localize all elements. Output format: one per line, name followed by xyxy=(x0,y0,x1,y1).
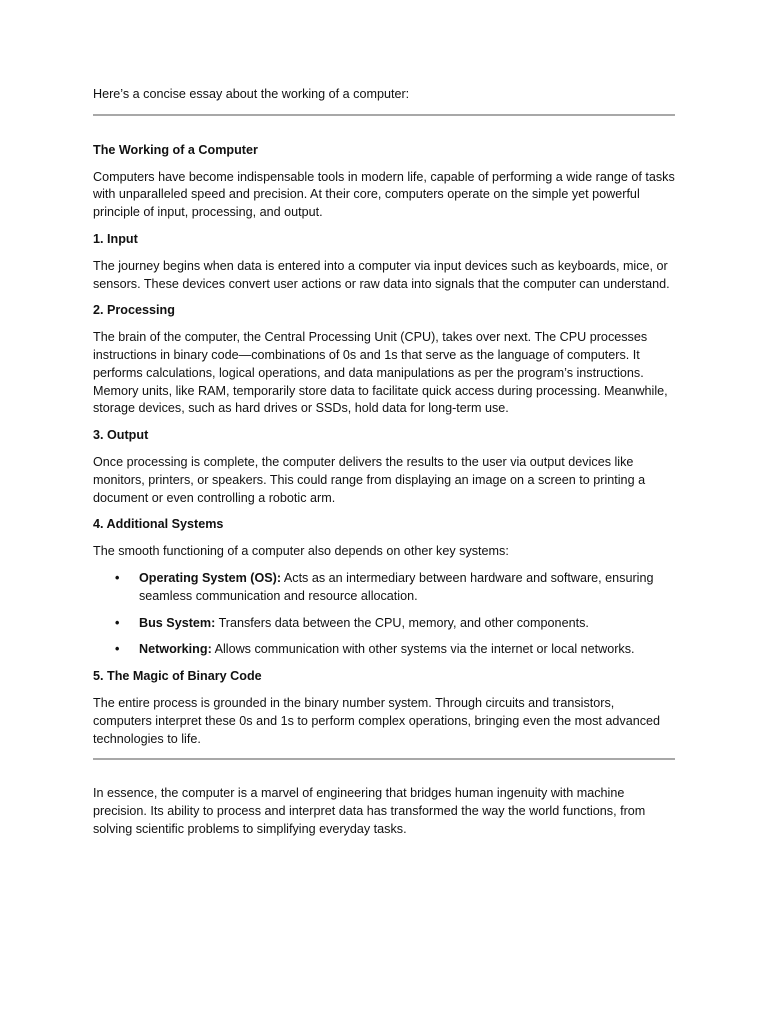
list-item-term: Networking: xyxy=(139,642,212,657)
bottom-divider xyxy=(93,758,675,760)
section-heading-processing: 2. Processing xyxy=(93,303,175,318)
section-body-processing: The brain of the computer, the Central Processing Unit (CPU), takes over next. The CPU processes instructions in binary code—combinations of 0s and 1s that serve as the language of computers. It performs calculations, logical operations, and data manipulations as per the program’s instructions. Memory units, like RAM, temporarily store data to facilitate quick access during processing. Meanwhile, storage devices, such as hard drives or SSDs, hold data for long-term use. xyxy=(93,330,668,416)
section-heading-output: 3. Output xyxy=(93,428,149,443)
top-divider xyxy=(93,114,675,116)
systems-list xyxy=(93,570,675,659)
document-page xyxy=(93,86,675,839)
list-item-networking xyxy=(93,641,675,659)
conclusion-paragraph: In essence, the computer is a marvel of engineering that bridges human ingenuity with machine precision. Its ability to process and interpret data has transformed the way the world functions, from solving scientific problems to simplifying everyday tasks. xyxy=(93,786,646,836)
section-body-additional-systems: The smooth functioning of a computer also depends on other key systems: xyxy=(93,544,509,559)
list-item-term: Operating System (OS): xyxy=(139,570,282,585)
section-body-binary-code: The entire process is grounded in the binary number system. Through circuits and transistors, computers interpret these 0s and 1s to perform complex operations, bringing even the most advanced technologies to life. xyxy=(93,695,661,746)
bullet-icon: • xyxy=(115,615,120,630)
intro-text: Here’s a concise essay about the working of a computer: xyxy=(93,87,410,101)
list-item-text: Acts as an intermediary between hardware and software, ensuring seamless communication and resource allocation. xyxy=(139,570,654,603)
section-heading-additional-systems: 4. Additional Systems xyxy=(93,517,224,532)
essay-title: The Working of a Computer xyxy=(93,142,258,157)
section-heading-input: 1. Input xyxy=(93,231,138,246)
section-heading-binary-code: 5. The Magic of Binary Code xyxy=(93,669,262,684)
list-item-bus-system xyxy=(93,615,675,633)
list-item-term: Bus System: xyxy=(139,615,216,630)
list-item-text: Allows communication with other systems via the internet or local networks. xyxy=(211,642,635,657)
list-item-text: Transfers data between the CPU, memory, and other components. xyxy=(215,615,589,630)
opening-paragraph: Computers have become indispensable tools in modern life, capable of performing a wide range of tasks with unparalleled speed and precision. At their core, computers operate on the simple yet powerful principle of input, processing, and output. xyxy=(93,169,675,220)
bullet-icon: • xyxy=(115,642,120,657)
section-body-input: The journey begins when data is entered into a computer via input devices such as keyboards, mice, or sensors. These devices convert user actions or raw data into signals that the computer can understand. xyxy=(93,258,670,291)
section-body-output: Once processing is complete, the computer delivers the results to the user via output devices like monitors, printers, or speakers. This could range from displaying an image on a screen to printing a document or even controlling a robotic arm. xyxy=(93,454,646,505)
bullet-icon: • xyxy=(115,570,120,585)
list-item-operating-system xyxy=(93,570,675,606)
